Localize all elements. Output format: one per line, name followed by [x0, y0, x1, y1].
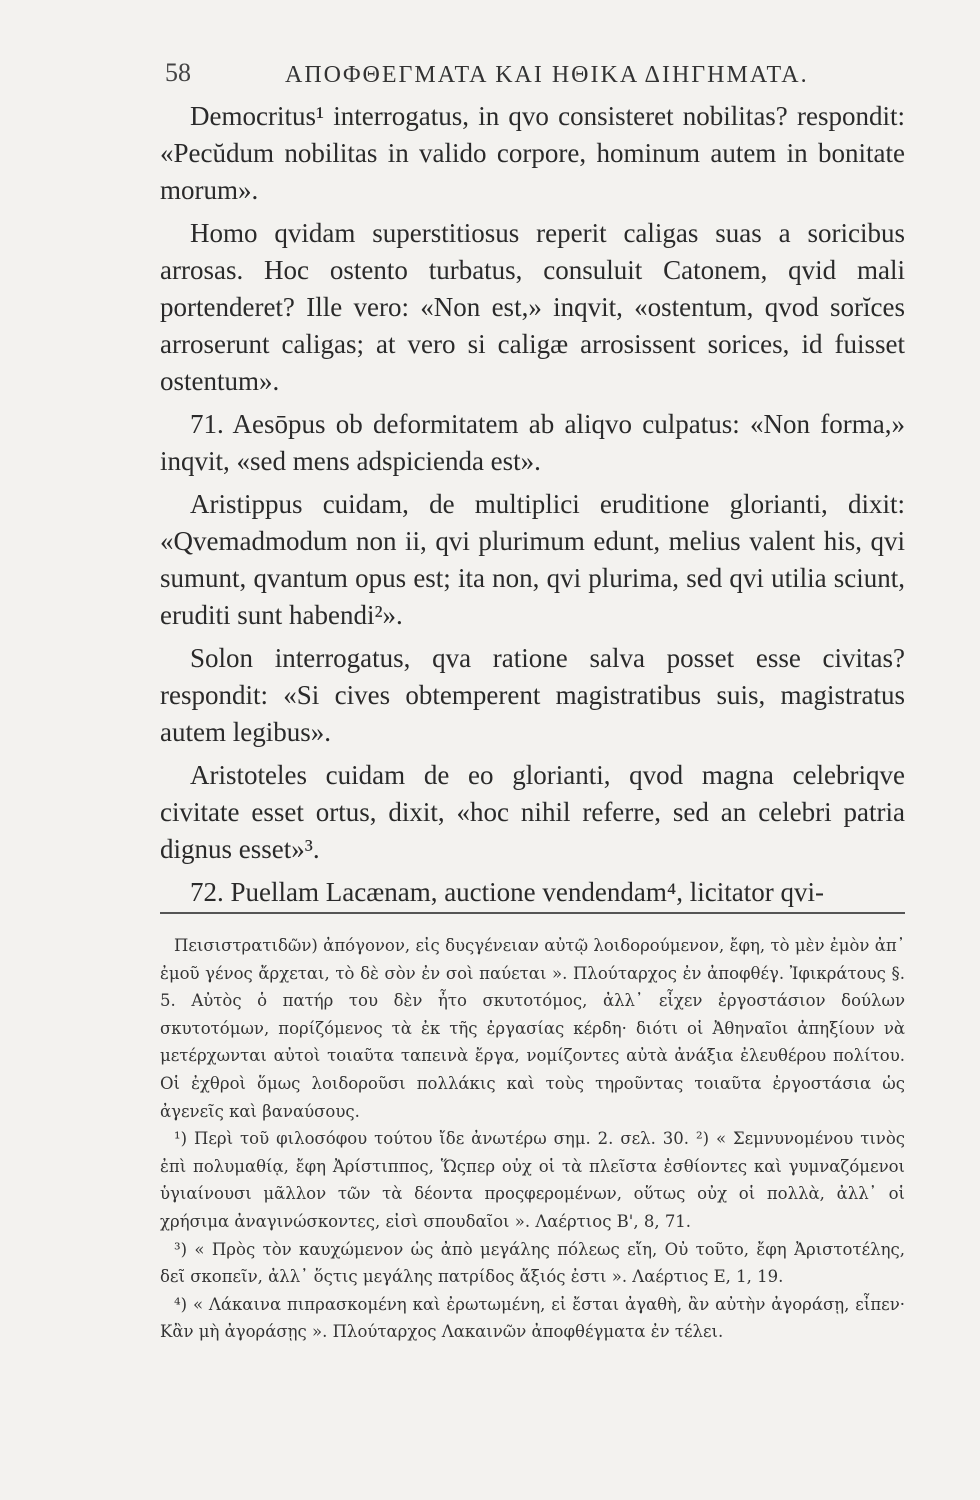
footnote-3: ³) « Πρὸς τὸν καυχώμενον ὡς ἀπὸ μεγάλης πόλεως εἴη, Οὐ τοῦτο, ἔφη Ἀριστοτέλης, δεῖ σκοπεῖν, ἀλλ᾿ ὅςτις μεγάλης πατρίδος ἄξιός ἐστι ». Λαέρτιος Ε, 1, 19.	[160, 1239, 905, 1287]
page-header	[165, 58, 905, 98]
main-text	[160, 98, 905, 911]
paragraph-lacaena: 72. Puellam Lacænam, auctione vendendam⁴, licitator qvi-	[190, 877, 824, 907]
paragraph-aristotle: Aristoteles cuidam de eo glorianti, qvod magna celebriqve civitate esset ortus, dixit, «hoc nihil referre, sed an celebri patria dignus esset»³.	[160, 760, 905, 864]
paragraph-solon: Solon interrogatus, qva ratione salva posset esse civitas? respondit: «Si cives obtemperent magistratibus suis, magistratus autem legibus».	[160, 643, 905, 747]
paragraph-aristippus: Aristippus cuidam, de multiplici eruditione glorianti, dixit: «Qvemadmodum non ii, qvi plurimum edunt, melius valent his, qvi sumunt, qvantum opus est; ita non, qvi plurima, sed qvi utilia sciunt, eruditi sunt habendi²».	[160, 489, 905, 630]
running-title: ΑΠΟΦΘΕΓΜΑΤΑ ΚΑΙ ΗΘΙΚΑ ΔΙΗΓΗΜΑΤΑ.	[285, 62, 809, 88]
footnotes	[160, 932, 905, 1346]
footnote-1-2: ¹) Περὶ τοῦ φιλοσόφου τούτου ἴδε ἀνωτέρω σημ. 2. σελ. 30. ²) « Σεμνυνομένου τινὸς ἐπὶ πολυμαθίᾳ, ἔφη Ἀρίστιππος, Ὥςπερ οὐχ οἱ τὰ πλεῖστα ἐσθίοντες καὶ γυμναζόμενοι ὑγιαίνουσι μᾶλλον τῶν τὰ δέοντα προςφερομένων, οὕτως οὐχ οἱ πολλὰ, ἀλλ᾿ οἱ χρήσιμα ἀναγινώσκοντες, εἰσὶ σπουδαῖοι ». Λαέρτιος Β', 8, 71.	[160, 1129, 905, 1231]
paragraph-aesop: 71. Aesōpus ob deformitatem ab aliqvo culpatus: «Non forma,» inqvit, «sed mens adspicienda est».	[160, 409, 905, 476]
paragraph-superstitious-man: Homo qvidam superstitiosus reperit caligas suas a soricibus arrosas. Hoc ostento turbatus, consuluit Catonem, qvid mali portenderet? Ille vero: «Non est,» inqvit, «ostentum, qvod sorĭces arroserunt caligas; at vero si caligæ arrosissent sorices, id fuisset ostentum».	[160, 218, 905, 396]
page-number: 58	[165, 58, 191, 87]
footnote-divider	[160, 912, 905, 914]
paragraph-democritus: Democritus¹ interrogatus, in qvo consisteret nobilitas? respondit: «Pecŭdum nobilitas in valido corpore, hominum autem in bonitate morum».	[160, 101, 905, 205]
footnote-4: ⁴) « Λάκαινα πιπρασκομένη καὶ ἐρωτωμένη, εἰ ἔσται ἀγαθὴ, ἂν αὐτὴν ἀγοράσῃ, εἶπεν· Κἂν μὴ ἀγοράσῃς ». Πλούταρχος Λακαινῶν ἀποφθέγματα ἐν τέλει.	[160, 1294, 905, 1342]
footnote-continued: Πεισιστρατιδῶν) ἀπόγονον, εἰς δυςγένειαν αὐτῷ λοιδορούμενον, ἔφη, τὸ μὲν ἐμὸν ἀπ᾿ ἐμοῦ γένος ἄρχεται, τὸ δὲ σὸν ἐν σοὶ παύεται ». Πλούταρχος ἐν ἀποφθέγ. Ἰφικράτους §. 5. Αὐτὸς ὁ πατήρ του δὲν ἦτο σκυτοτόμος, ἀλλ᾿ εἶχεν ἐργοστάσιον δούλων σκυτοτόμων, πορίζόμενος τὰ ἐκ τῆς ἐργασίας κέρδη· διότι οἱ Ἀθηναῖοι ἀπηξίουν νὰ μετέρχωνται αὐτοὶ τοιαῦτα ταπεινὰ ἔργα, νομίζοντες αὐτὰ ἀνάξια ἐλευθέρου πολίτου. Οἱ ἐχθροὶ ὅμως λοιδοροῦσι πολλάκις καὶ τοὺς τηροῦντας τοιαῦτα ἐργοστάσια ὡς ἀγενεῖς καὶ βαναύσους.	[160, 936, 905, 1121]
